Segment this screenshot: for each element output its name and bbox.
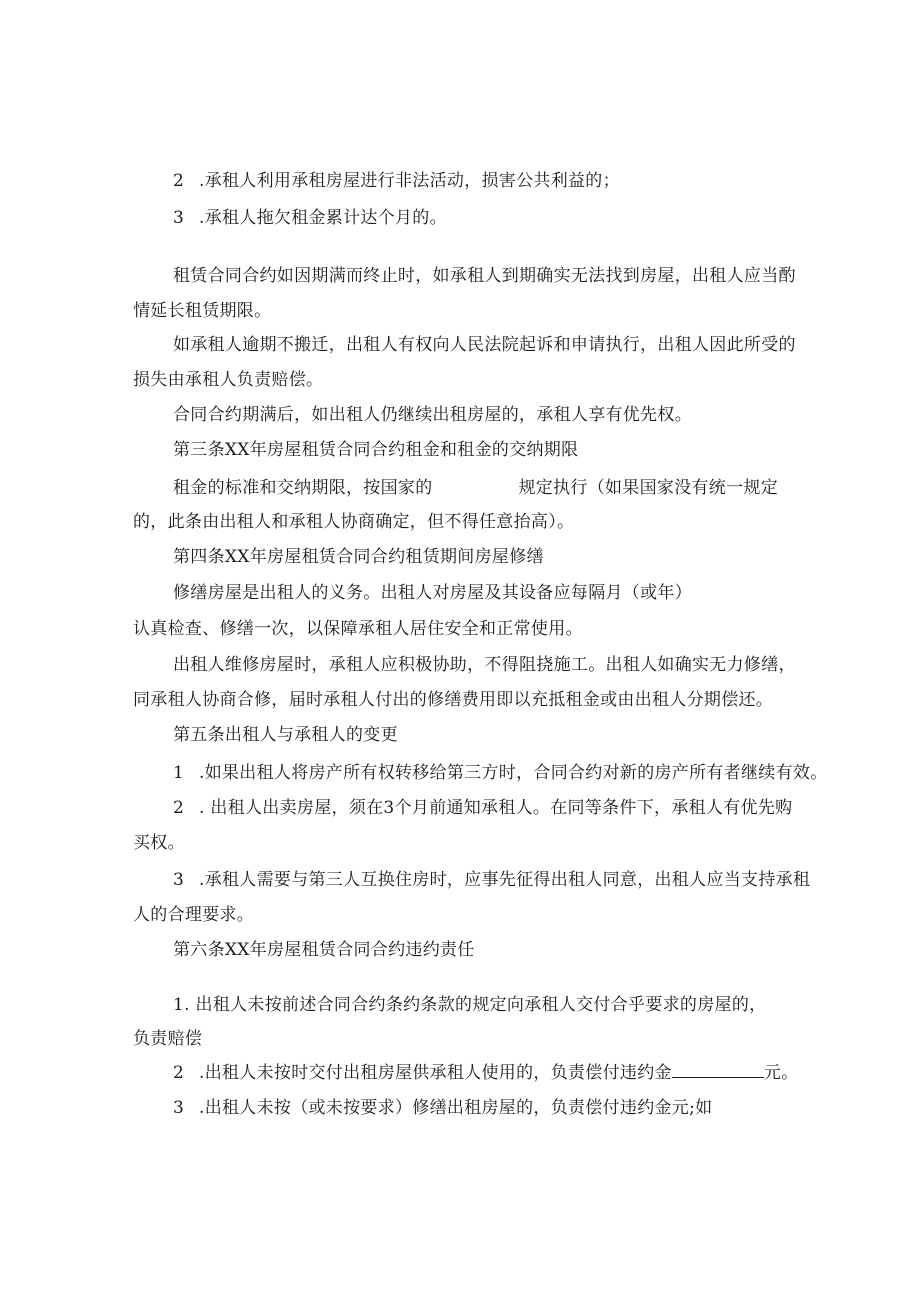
- paragraph-text: 同承租人协商合修，届时承租人付出的修缮费用即以充抵租金或由出租人分期偿还。: [133, 690, 774, 710]
- item-number: 3: [173, 1098, 185, 1118]
- paragraph-line: [133, 904, 254, 926]
- clause-item-2: [173, 1061, 798, 1084]
- paragraph-text: 租金的标准和交纳期限，按国家的: [173, 478, 433, 498]
- heading-text: 第五条出租人与承租人的变更: [173, 725, 398, 745]
- paragraph-text: 买权。: [133, 833, 185, 853]
- item-text: . 出租人出卖房屋，须在3个月前通知承租人。在同等条件下，承租人有优先购: [199, 798, 793, 818]
- paragraph-line: [133, 618, 583, 640]
- heading-text: 第三条XX年房屋租赁合同合约租金和租金的交纳期限: [173, 440, 579, 460]
- paragraph-text: 情延长租赁期限。: [133, 301, 272, 321]
- item-number: 2: [173, 171, 185, 191]
- paragraph-line: [173, 582, 692, 604]
- heading-text: 第四条XX年房屋租赁合同合约租赁期间房屋修缮: [173, 547, 544, 567]
- clause-item-2: [173, 170, 620, 192]
- item-number: 3: [173, 870, 185, 890]
- item-number: 2: [173, 798, 185, 818]
- paragraph-line: [173, 654, 796, 676]
- item-text: .出租人未按（或未按要求）修缮出租房屋的，负责偿付违约金元;如: [199, 1098, 713, 1118]
- section-heading: [173, 939, 475, 961]
- paragraph-text: 的，此条由出租人和承租人协商确定，但不得任意抬高）。: [133, 512, 575, 532]
- clause-item-3: [173, 207, 447, 229]
- paragraph-text: 如承租人逾期不搬迁，出租人有权向人民法院起诉和申请执行，出租人因此所受的: [173, 335, 796, 355]
- section-heading: [173, 724, 398, 746]
- paragraph-text: 损失由承租人负责赔偿。: [133, 370, 324, 390]
- paragraph-line: [133, 369, 323, 391]
- item-text: .出租人未按时交付出租房屋供承租人使用的，负责偿付违约金: [199, 1063, 672, 1083]
- paragraph-text: 规定执行（如果国家没有统一规定: [518, 478, 778, 498]
- item-number: 3: [173, 208, 185, 228]
- section-heading: [173, 439, 578, 461]
- item-text: .承租人利用承租房屋进行非法活动，损害公共利益的；: [199, 171, 620, 191]
- paragraph-line: [133, 689, 773, 711]
- clause-item-3: [173, 869, 810, 891]
- paragraph-text: 合同合约期满后，如出租人仍继续出租房屋的，承租人享有优先权。: [173, 405, 692, 425]
- paragraph-line: [133, 511, 574, 533]
- paragraph-text: 租赁合同合约如因期满而终止时，如承租人到期确实无法找到房屋，出租人应当酌: [173, 266, 796, 286]
- section-heading: [173, 546, 544, 568]
- clause-item-1: [173, 994, 766, 1016]
- paragraph-line: [133, 832, 185, 854]
- item-text: .承租人需要与第三人互换住房时，应事先征得出租人同意，出租人应当支持承租: [199, 870, 811, 890]
- paragraph-text: 人的合理要求。: [133, 905, 255, 925]
- paragraph-line: [173, 477, 778, 499]
- clause-item-3: [173, 1097, 712, 1119]
- paragraph-text: 负责赔偿: [133, 1029, 203, 1049]
- item-text: .如果出租人将房产所有权转移给第三方时，合同合约对新的房产所有者继续有效。: [199, 763, 828, 783]
- paragraph-text: 修缮房屋是出租人的义务。出租人对房屋及其设备应每隔月（或年）: [173, 583, 692, 603]
- paragraph-line: [173, 265, 796, 287]
- paragraph-line: [133, 1028, 202, 1050]
- clause-item-2: [173, 797, 792, 819]
- paragraph-line: [133, 300, 271, 322]
- paragraph-text: 出租人维修房屋时，承租人应积极协助，不得阻挠施工。出租人如确实无力修缮，: [173, 655, 796, 675]
- item-text: 元。: [763, 1063, 799, 1083]
- item-text: 1. 出租人未按前述合同合约条约条款的规定向承租人交付合乎要求的房屋的，: [173, 995, 767, 1015]
- paragraph-line: [173, 404, 692, 426]
- clause-item-1: [173, 762, 828, 784]
- heading-text: 第六条XX年房屋租赁合同合约违约责任: [173, 940, 475, 960]
- item-number: 2: [173, 1063, 185, 1083]
- item-text: .承租人拖欠租金累计达个月的。: [199, 208, 447, 228]
- fill-in-blank: [672, 1061, 764, 1078]
- paragraph-text: 认真检查、修缮一次，以保障承租人居住安全和正常使用。: [133, 619, 583, 639]
- item-number: 1: [173, 763, 185, 783]
- paragraph-line: [173, 334, 796, 356]
